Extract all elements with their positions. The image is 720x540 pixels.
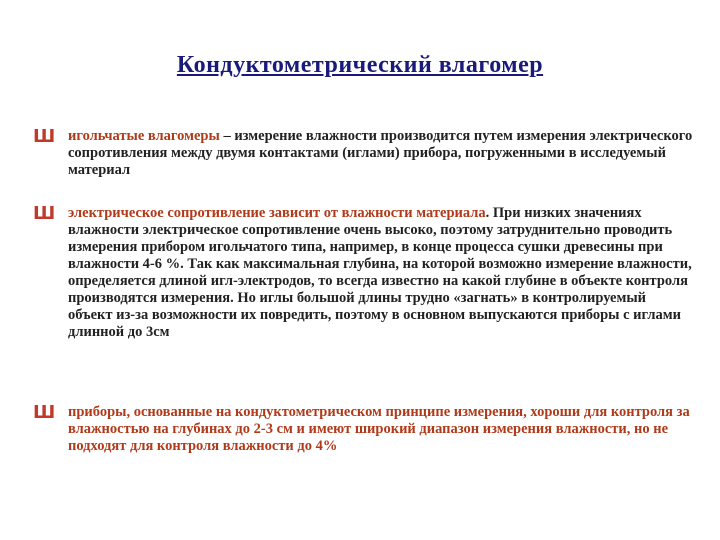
bullet-accent-text: приборы, основанные на кондуктометрическом принципе измерения, хороши для контроля за влажностью на глубинах до 2-3 см и имеют широкий диапазон измерения влажности, но не подходят для контроля влажности до 4% <box>68 404 690 454</box>
bullet-text <box>68 128 693 179</box>
bullet-body-text: . При низких значениях влажности электрическое сопротивление очень высоко, поэтому затруднительно проводить измерения прибором игольчатого типа, например, в конце процесса сушки древесины при влажности 4-6 %. Так как максимальная глубина, на которой возможно измерение влажности, определяется длиной игл-электродов, то всегда известно на какой глубине в объекте контроля производятся измерения. Но иглы большой длины трудно «загнать» в контролируемый объект из-за возможности их повредить, поэтому в основном выпускаются приборы с иглами длинной до 3см <box>68 205 692 340</box>
bullet-text <box>68 205 693 341</box>
bullet-accent-text: игольчатые влагомеры <box>68 128 220 144</box>
bullet-marker: Ш <box>33 126 56 147</box>
bullet-item-3 <box>33 404 693 455</box>
bullet-marker: Ш <box>33 402 56 423</box>
bullet-text <box>68 404 693 455</box>
bullet-marker: Ш <box>33 203 56 224</box>
slide-title: Кондуктометрический влагомер <box>176 52 544 78</box>
bullet-body-text: – измерение влажности производится путем измерения электрического сопротивления между двумя контактами (иглами) прибора, погруженными в исследуемый материал <box>68 128 693 178</box>
bullet-item-1 <box>33 128 693 179</box>
bullet-item-2 <box>33 205 693 341</box>
bullet-accent-text: электрическое сопротивление зависит от влажности материала <box>68 205 486 221</box>
